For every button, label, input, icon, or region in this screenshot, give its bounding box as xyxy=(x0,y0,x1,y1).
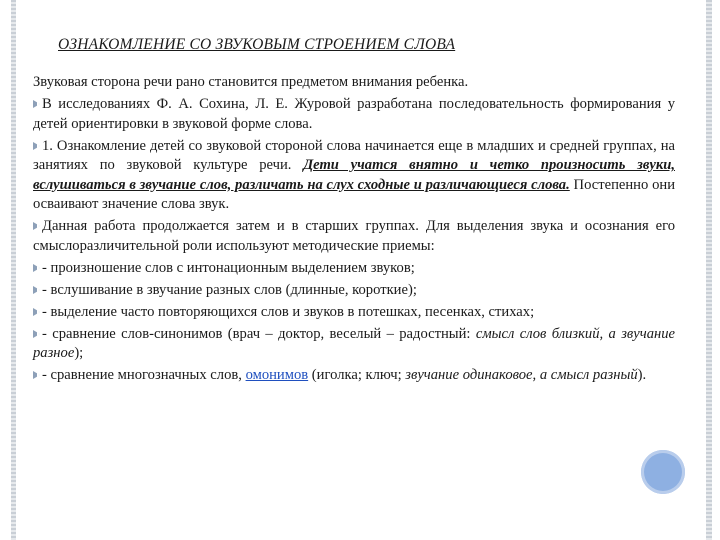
list-item-italic: звучание одинаковое, а смысл разный xyxy=(405,367,638,383)
homonyms-link[interactable]: омонимов xyxy=(245,367,309,383)
paragraph-research xyxy=(33,95,675,134)
list-item-text: - сравнение слов-синонимов (врач – доктор, веселый – радостный: xyxy=(42,325,476,342)
list-item xyxy=(33,281,675,301)
list-item xyxy=(33,303,675,323)
list-item-text: - сравнение многозначных слов, xyxy=(42,367,246,383)
bullet-icon xyxy=(33,330,40,338)
page-title: ОЗНАКОМЛЕНИЕ СО ЗВУКОВЫМ СТРОЕНИЕМ СЛОВА xyxy=(58,36,456,53)
list-item-text: - произнoшение слов с интонационным выделением звуков; xyxy=(42,259,415,276)
list-item xyxy=(33,325,675,364)
paragraph-step-one xyxy=(33,137,675,215)
bullet-icon xyxy=(33,371,40,379)
older-groups-text: Данная работа продолжается затем и в старших группах. Для выделения звука и осознания его смыслоразличительной роли используют методические приемы: xyxy=(33,218,675,254)
bullet-icon xyxy=(33,222,40,230)
list-item-tail: ). xyxy=(637,367,647,383)
bullet-icon xyxy=(33,100,40,108)
right-decorative-border xyxy=(706,0,712,540)
list-item xyxy=(33,259,675,279)
list-item-text-mid: (иголка; ключ; xyxy=(308,367,406,383)
step-one-tail: Постепенно они осваивают значение слова звук. xyxy=(33,176,675,212)
list-item-text: - вслушивание в звучание разных слов (длинные, короткие); xyxy=(42,281,417,298)
decorative-circle xyxy=(641,450,685,494)
bullet-icon xyxy=(33,286,40,294)
slide-content xyxy=(33,73,675,388)
intro-paragraph xyxy=(33,73,675,93)
list-item-tail: ); xyxy=(74,345,84,361)
bullet-icon xyxy=(33,264,40,272)
bullet-icon xyxy=(33,308,40,316)
list-item xyxy=(33,366,675,386)
bullet-icon xyxy=(33,142,40,150)
left-decorative-border xyxy=(11,0,16,540)
list-item-italic: смысл слов близкий, а звучание разное xyxy=(33,325,676,361)
intro-text: Звуковая сторона речи рано становится предметом внимания ребенка. xyxy=(33,74,469,90)
paragraph-older-groups xyxy=(33,217,675,256)
step-one-text: 1. Ознакомление детей со звуковой стороной слова начинается еще в младших и средней группах, на занятиях по звуковой культуре речи. xyxy=(33,137,675,173)
research-text: В исследованиях Ф. А. Сохина, Л. Е. Журовой разработана последовательность формирования у детей ориентировки в звуковой форме слова. xyxy=(33,96,675,132)
step-one-emphasis: Дети учатся внятно и четко произносить звуки, вслушиваться в звучание слов, различать на слух сходные и различающиеся слова. xyxy=(33,157,675,193)
list-item-text: - выделение часто повторяющихся слов и звуков в потешках, песенках, стихах; xyxy=(42,303,535,320)
